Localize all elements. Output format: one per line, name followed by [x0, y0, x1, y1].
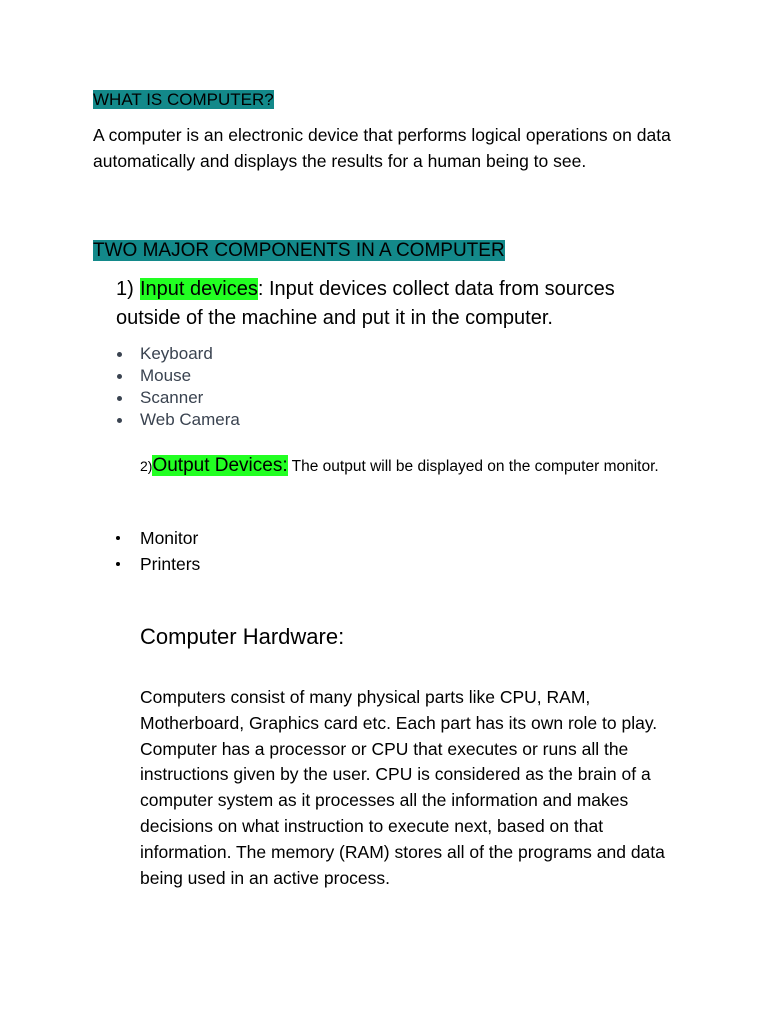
list-item: Scanner: [116, 387, 240, 409]
list-item: Mouse: [116, 365, 240, 387]
heading-what-is-computer: [93, 88, 274, 112]
list-item: Web Camera: [116, 409, 240, 431]
list-item: Monitor: [116, 525, 200, 551]
input-devices-label: Input devices: [140, 278, 258, 300]
output-devices-number: 2): [140, 458, 153, 474]
list-item: Keyboard: [116, 343, 240, 365]
output-devices-label: [152, 455, 287, 476]
output-devices-list: [116, 525, 200, 577]
input-devices-description: : Input devices collect data from sources outside of the machine and put it in the computer.: [116, 278, 615, 329]
heading-two-major-components: [93, 238, 505, 264]
intro-paragraph: A computer is an electronic device that performs logical operations on data automatically and displays the results for a human being to see.: [93, 125, 671, 171]
output-devices-item: [140, 454, 670, 479]
heading-what-is-computer-text: WHAT IS COMPUTER?: [93, 90, 274, 109]
hardware-paragraph: Computers consist of many physical parts like CPU, RAM, Motherboard, Graphics card etc. Each part has its own role to play. Computer has a processor or CPU that executes or runs all the instructions given by the user. CPU is considered as the brain of a computer system as it processes all the information and makes decisions on what instruction to execute next, based on that information. The memory (RAM) stores all of the programs and data being used in an active process.: [140, 687, 665, 888]
heading-two-major-components-text: TWO MAJOR COMPONENTS IN A COMPUTER: [93, 240, 505, 261]
output-devices-label-text: Output Devices: [152, 455, 283, 476]
input-devices-list: [116, 343, 240, 431]
output-devices-description: The output will be displayed on the computer monitor.: [287, 458, 659, 475]
list-item: Printers: [116, 551, 200, 577]
output-devices-colon: :: [282, 455, 288, 476]
input-devices-number: 1): [116, 278, 134, 300]
heading-computer-hardware: Computer Hardware:: [140, 624, 345, 649]
input-devices-item: [116, 275, 676, 333]
